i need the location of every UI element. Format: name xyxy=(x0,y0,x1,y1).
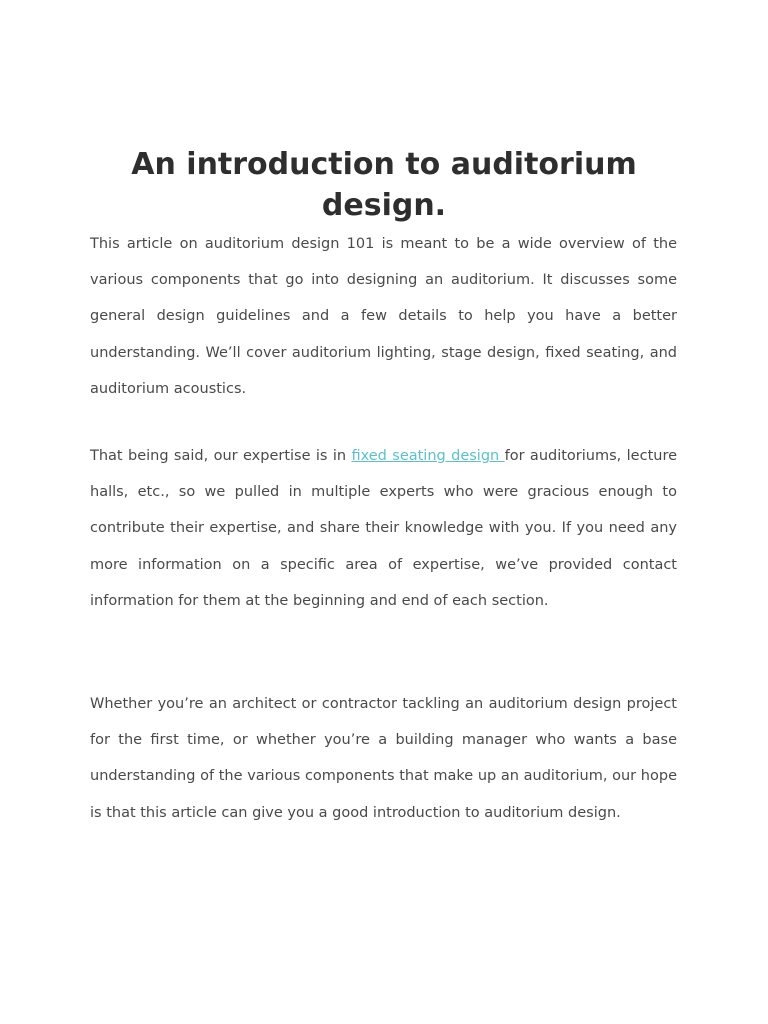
paragraph-expertise-text-before: That being said, our expertise is in xyxy=(90,448,352,464)
article-title: An introduction to auditorium design. xyxy=(131,147,637,223)
paragraph-intro: This article on auditorium design 101 is meant to be a wide overview of the various components that go into designing an auditorium. It discusses some general design guidelines and a few details to help you have a better understanding. We’ll cover auditorium lighting, stage design, fixed seating, and auditorium acoustics. xyxy=(90,236,677,397)
paragraph-expertise xyxy=(90,438,677,619)
paragraph-expertise-text-after: for auditoriums, lecture halls, etc., so we pulled in multiple experts who were gracious enough to contribute their expertise, and share their knowledge with you. If you need any more information on a specific area of expertise, we’ve provided contact information for them at the beginning and end of each section. xyxy=(90,448,678,609)
fixed-seating-design-link[interactable]: fixed seating design xyxy=(351,448,505,464)
paragraph-audience: Whether you’re an architect or contractor tackling an auditorium design project for the first time, or whether you’re a building manager who wants a base understanding of the various components that make up an auditorium, our hope is that this article can give you a good introduction to auditorium design. xyxy=(90,696,677,821)
